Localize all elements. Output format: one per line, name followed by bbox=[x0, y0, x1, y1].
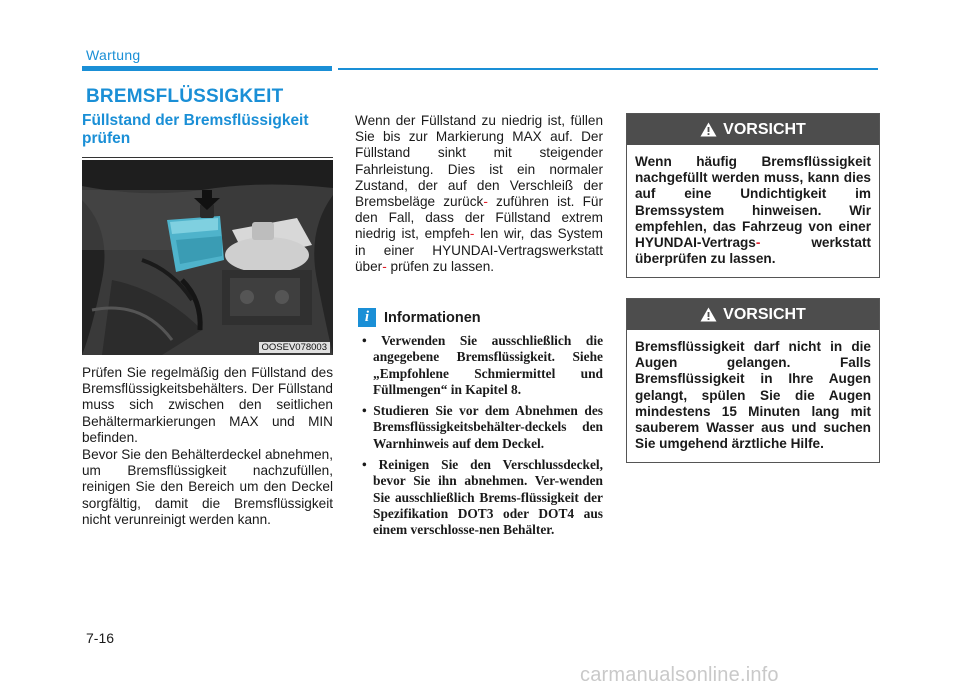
para3-part-4: prüfen zu lassen. bbox=[390, 258, 495, 274]
info-item: • Reinigen Sie den Verschlussdeckel, bevor Sie ihn abnehmen. Ver-wenden Sie ausschließlich Brems-flüssigkeit der Spezifikation DOT3 oder DOT4 aus einem verschlosse-nen Behälter. bbox=[362, 457, 603, 538]
caution-box-1 bbox=[626, 113, 880, 278]
hyphen-mark: - bbox=[483, 194, 488, 210]
header-line bbox=[338, 68, 878, 70]
caution-header bbox=[627, 299, 879, 330]
watermark: carmanualsonline.info bbox=[580, 664, 779, 686]
section-header: Wartung bbox=[86, 47, 141, 63]
page-title: BREMSFLÜSSIGKEIT bbox=[86, 86, 284, 107]
hyphen-mark: - bbox=[469, 226, 475, 242]
caution-header bbox=[627, 114, 879, 145]
page-number: 7-16 bbox=[86, 630, 115, 646]
subtitle-line-1: Füllstand der Bremsflüssigkeit bbox=[82, 112, 309, 129]
engine-bay-photo bbox=[82, 160, 333, 355]
info-list bbox=[358, 333, 603, 544]
subtitle-line-2: prüfen bbox=[82, 130, 131, 147]
figure-rule bbox=[82, 157, 333, 158]
body-paragraph-3 bbox=[355, 113, 603, 275]
caution-label: VORSICHT bbox=[723, 306, 806, 323]
caution-text: Wenn häufig Bremsflüssigkeit nachgefüllt werden muss, kann dies auf eine Undichtigkeit im Bremssystem hinweisen. Wir empfehlen, das Fahrzeug von einer HYUNDAI-Vertrags- werkstatt überprüfen zu lassen. bbox=[635, 154, 871, 267]
caution-label: VORSICHT bbox=[723, 121, 806, 138]
caution-text: Bremsflüssigkeit darf nicht in die Augen gelangen. Falls Bremsflüssigkeit in Ihre Augen gelangt, spülen Sie die Augen mindestens 15 Minuten lang mit sauberem Wasser aus und suchen Sie umgehend ärztliche Hilfe. bbox=[635, 339, 871, 452]
hyphen-mark: - bbox=[755, 235, 761, 251]
warning-triangle-icon bbox=[700, 122, 717, 137]
header-bar bbox=[82, 66, 332, 71]
para3-part-3: len wir, das System in einer HYUNDAI-Vertragswerkstatt über bbox=[355, 226, 604, 274]
para3-part-1: Wenn der Füllstand zu niedrig ist, füllen Sie bis zur Markierung MAX auf. Der Füllstand sinkt mit steigender Fahrleistung. Dies ist ein normaler Zustand, der auf den Verschleiß der Bremsbeläge zurück bbox=[355, 113, 603, 210]
section-subtitle bbox=[82, 112, 336, 148]
info-title: Informationen bbox=[384, 309, 481, 326]
hyphen-mark: - bbox=[382, 258, 387, 274]
warning-triangle-icon bbox=[700, 307, 717, 322]
body-paragraph-2: Bevor Sie den Behälterdeckel abnehmen, um Bremsflüssigkeit nachzufüllen, reinigen Sie den Bereich um den Deckel sorgfältig, damit die Bremsflüssigkeit nicht verunreinigt werden kann. bbox=[82, 447, 333, 527]
caution-box-2 bbox=[626, 298, 880, 463]
figure-caption: OOSEV078003 bbox=[259, 342, 331, 353]
engine-bay-illustration bbox=[82, 160, 333, 355]
info-header bbox=[358, 308, 481, 327]
info-icon: i bbox=[358, 308, 376, 327]
info-item: • Studieren Sie vor dem Abnehmen des Bremsflüssigkeitsbehälter-deckels den Warnhinweis auf dem Deckel. bbox=[362, 403, 603, 451]
info-item: • Verwenden Sie ausschließlich die angegebene Bremsflüssigkeit. Siehe „Empfohlene Schmiermittel und Füllmengen“ in Kapitel 8. bbox=[362, 333, 604, 397]
para3-part-2: zuführen ist. Für den Fall, dass der Füllstand extrem niedrig ist, empfeh bbox=[355, 194, 604, 242]
body-paragraph-1: Prüfen Sie regelmäßig den Füllstand des Bremsflüssigkeitsbehälters. Der Füllstand muss sich zwischen den seitlichen Behältermarkierungen MAX und MIN befinden. bbox=[82, 365, 333, 445]
